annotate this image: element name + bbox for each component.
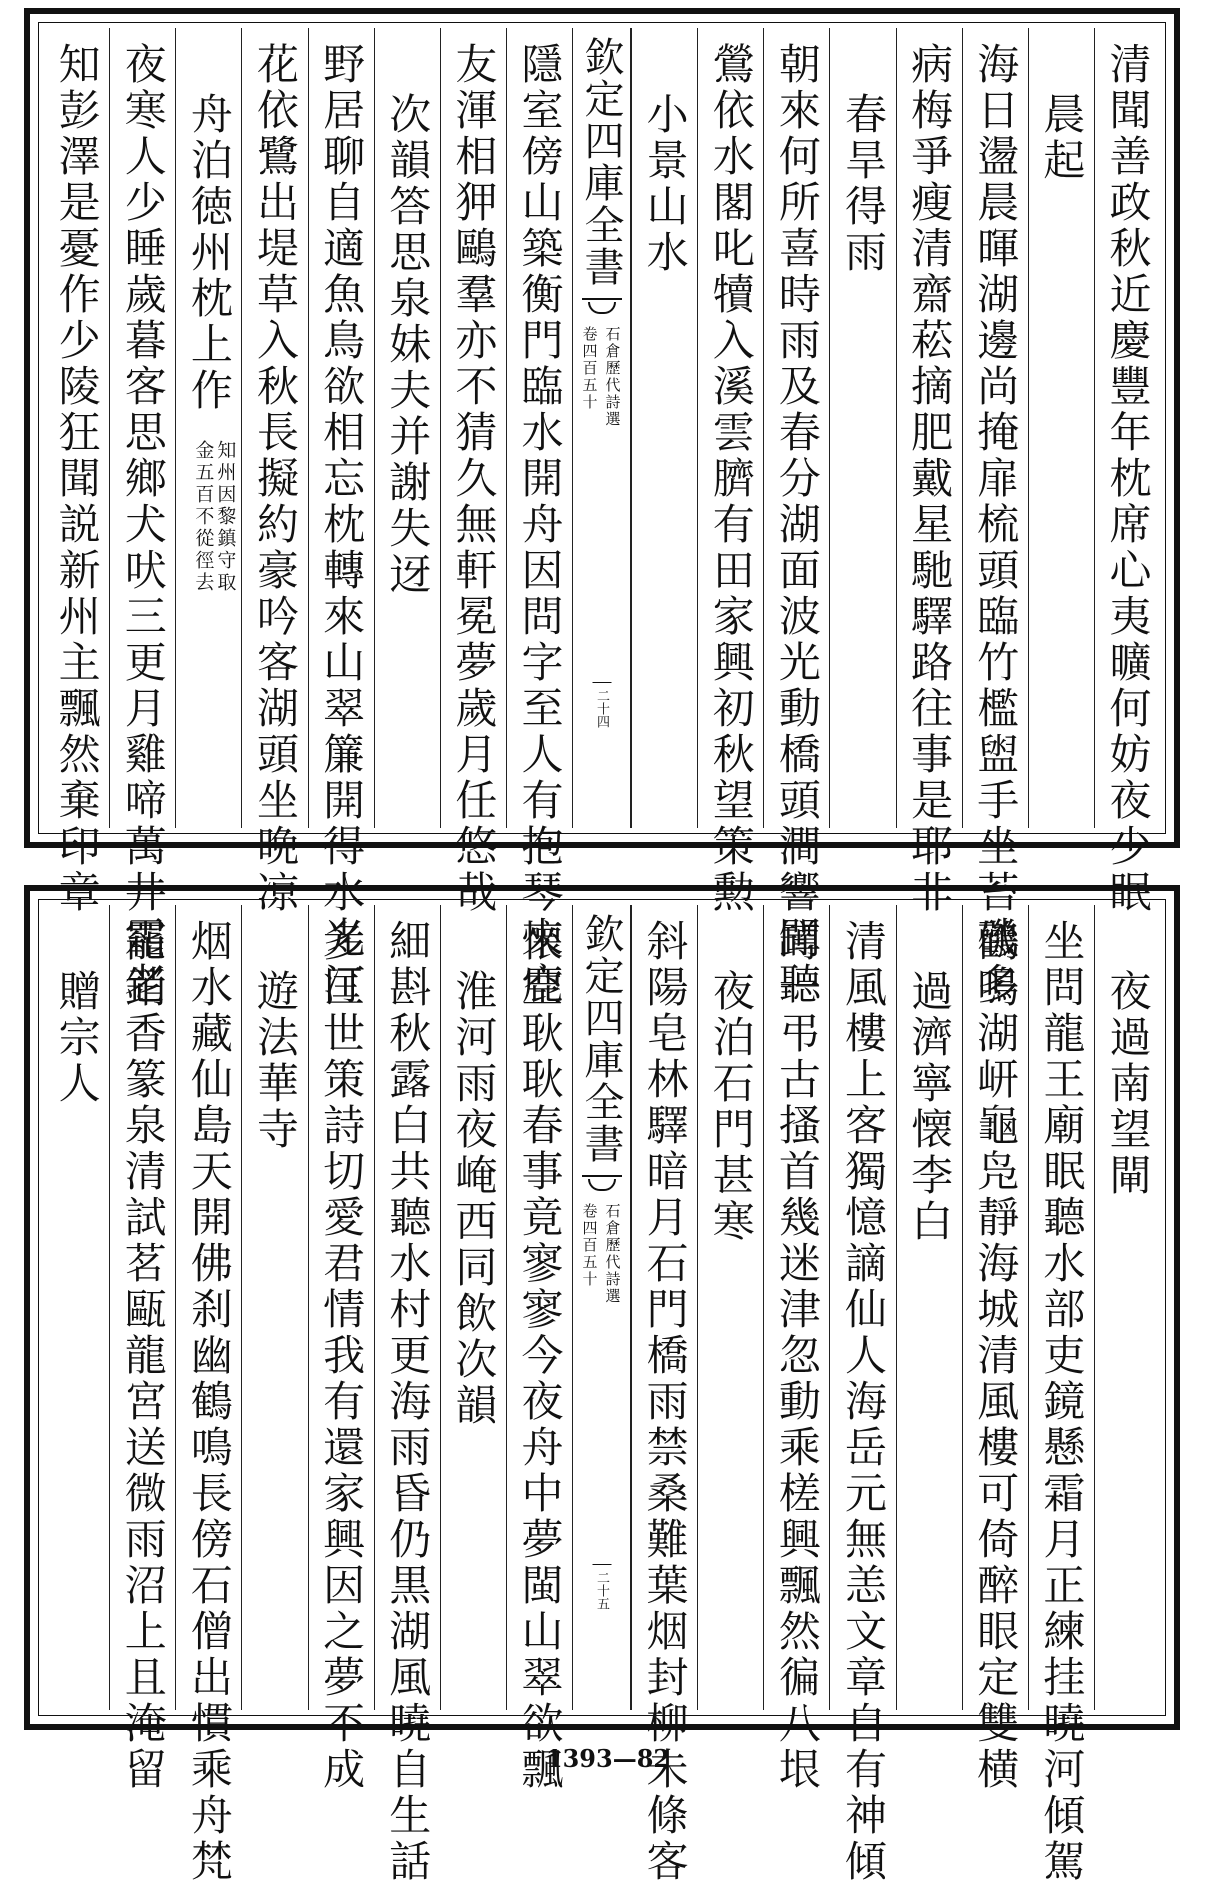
poem-line: 病梅爭瘦清齋菘摘肥戴星馳驛路往事是耶非 — [905, 42, 955, 916]
poem-line: 鸛鳴湖岍龜凫靜海城清風樓可倚醉眼定雙横 — [971, 919, 1021, 1793]
poem-title: 遊法華寺 — [250, 969, 300, 1153]
poem-line: 斜陽皂林驛暗月石門橋雨禁桑難葉烟封柳未條客 — [640, 919, 690, 1885]
collection-title: 石倉歷代詩選 — [603, 1203, 622, 1305]
fishtail-ornament — [582, 1175, 622, 1195]
poem-line: 清風樓上客獨憶謫仙人海岳元無恙文章自有神傾 — [838, 919, 888, 1885]
text-column — [896, 905, 962, 1710]
text-column — [241, 905, 307, 1710]
fishtail-ornament — [582, 298, 622, 318]
text-column — [829, 28, 895, 828]
gutter-subtitle — [580, 326, 624, 428]
poem-line: 細斟秋露白共聽水村更海雨昏仍黒湖風曉自生話 — [383, 919, 433, 1885]
poem-line: 朝來何所喜時雨及春分湖面波光動橋頭澗響聞聽 — [772, 42, 822, 1008]
volume-number: 卷四百五十 — [580, 1203, 599, 1288]
text-column — [374, 28, 440, 828]
text-column — [374, 905, 440, 1885]
poem-line: 坐問龍王廟眠聽水部吏鏡懸霜月正練挂曉河傾駕 — [1037, 919, 1087, 1885]
center-gutter — [572, 905, 631, 1710]
book-title: 欽定四庫全書 — [578, 36, 624, 288]
poem-title: 次韻答思泉妹夫并謝失迓 — [383, 92, 433, 598]
poem-line: 知彭澤是憂作少陵狂聞説新州主飄然棄印章 — [52, 42, 102, 916]
poem-title: 春旱得雨 — [838, 92, 888, 276]
text-column — [1094, 28, 1160, 916]
text-column — [440, 28, 506, 916]
poem-title: 贈宗人 — [52, 969, 102, 1107]
text-column — [506, 28, 572, 1008]
text-column — [763, 28, 829, 1008]
poem-line: 夜寒人少睡歲暮客思鄉犬吠三更月雞啼萬井霜老 — [118, 42, 168, 1008]
poem-line: 野居聊自適魚鳥欲相忘枕轉來山翠簾開得水光汀 — [317, 42, 367, 1008]
text-column — [440, 905, 506, 1710]
poem-line: 多匡世策詩切愛君情我有還家興因之夢不成 — [317, 919, 367, 1793]
volume-number: 卷四百五十 — [580, 326, 599, 411]
page-reference-number: 1393—82 — [545, 1744, 671, 1773]
poem-title: 淮河雨夜崦西同飲次韻 — [449, 969, 499, 1429]
poem-title: 晨起 — [1037, 92, 1087, 184]
folio-number: 二十四 — [592, 682, 611, 728]
collection-title: 石倉歷代詩選 — [603, 326, 622, 428]
text-column — [109, 28, 175, 1008]
poem-title: 小景山水 — [640, 92, 690, 276]
poem-title: 夜泊石門甚寒 — [706, 969, 756, 1245]
text-column — [109, 905, 175, 1793]
text-column — [1028, 905, 1094, 1885]
poem-line: 花依鷺出堤草入秋長擬約豪吟客湖頭坐晩凉 — [250, 42, 300, 916]
poem-line: 罷銷香篆泉清試茗甌龍宮送微雨沼上且淹留 — [118, 919, 168, 1793]
text-column — [1028, 28, 1094, 828]
poem-line: 友渾相狎鷗羣亦不猜久無軒冕夢歲月任悠哉 — [449, 42, 499, 916]
text-column — [1094, 905, 1160, 1710]
annotation-note: 金五百不從徑去 — [192, 440, 215, 594]
poem-line: 海日盪晨暉湖邊尚掩扉梳頭臨竹檻盥手坐苔磯多 — [971, 42, 1021, 1008]
poem-line: 罇一弔古搔首幾迷津忽動乘槎興飄然徧八垠 — [772, 919, 822, 1793]
center-gutter — [572, 28, 631, 828]
text-column — [763, 905, 829, 1793]
annotation-note: 知州因黎鎮守取 — [214, 440, 237, 594]
poem-title: 舟泊徳州枕上作 — [184, 92, 234, 414]
text-column — [697, 28, 763, 916]
text-column — [44, 905, 109, 1710]
text-column — [241, 28, 307, 916]
poem-title: 夜過南望閘 — [1103, 969, 1153, 1199]
text-column — [697, 905, 763, 1710]
text-column — [896, 28, 962, 916]
book-title: 欽定四庫全書 — [578, 913, 624, 1165]
poem-line: 烟水藏仙島天開佛刹幽鶴鳴長傍石僧出慣乘舟梵 — [184, 919, 234, 1885]
text-column — [631, 905, 697, 1885]
text-column — [44, 28, 109, 916]
poem-line: 隱室傍山築衡門臨水開舟因問字至人有抱琴來鹿 — [515, 42, 565, 1008]
columns-top — [44, 28, 1160, 1008]
text-column — [175, 905, 241, 1885]
text-column — [506, 905, 572, 1793]
text-column — [308, 28, 374, 1008]
gutter-subtitle — [580, 1203, 624, 1305]
text-column — [962, 905, 1028, 1793]
poem-title: 過濟寧懐李白 — [905, 969, 955, 1245]
text-column — [962, 28, 1028, 1008]
text-column — [175, 28, 241, 828]
poem-line: 懐空耿耿春事竟寥寥今夜舟中夢閩山翠欲飄 — [515, 919, 565, 1793]
poem-line: 清聞善政秋近慶豐年枕席心夷曠何妨夜少眠 — [1103, 42, 1153, 916]
poem-line: 鶯依水閣叱犢入溪雲臍有田家興初秋望策勲 — [706, 42, 756, 916]
folio-number: 二十五 — [592, 1564, 611, 1610]
page-top — [24, 8, 1180, 1008]
text-column — [829, 905, 895, 1885]
text-column — [308, 905, 374, 1793]
text-column — [631, 28, 697, 828]
